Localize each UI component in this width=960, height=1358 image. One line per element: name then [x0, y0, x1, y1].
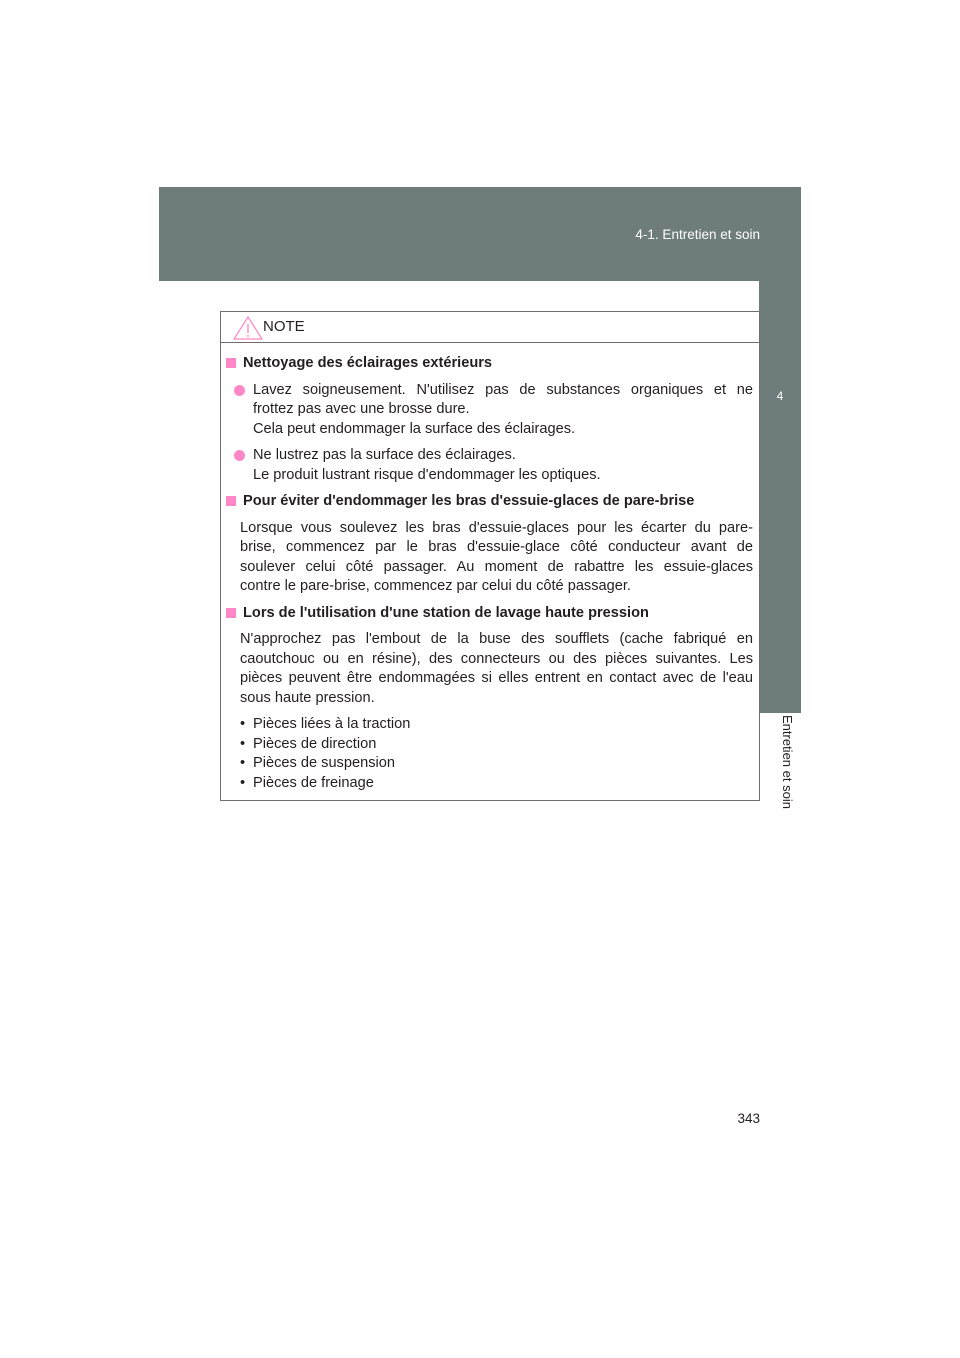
header-band: [159, 187, 801, 281]
paragraph: Lorsque vous soulevez les bras d'essuie-glaces pour les écarter du pare- brise, commencez par le bras d'essuie-glace côté conducteur avant de soulever celui côté passager. Au moment de rabattre les essuie-glaces contre le pare-brise, commencez par celui du côté passager.: [240, 519, 753, 594]
note-title: NOTE: [263, 318, 305, 335]
chapter-label-area: [759, 713, 801, 833]
bullet-item: Ne lustrez pas la surface des éclairages. Le produit lustrant risque d'endommager les optiques.: [225, 446, 753, 485]
section-title: Nettoyage des éclairages extérieurs: [225, 354, 753, 374]
list-item: • Pièces liées à la traction: [240, 715, 753, 735]
note-header: [221, 312, 759, 343]
square-bullet-icon: [226, 496, 236, 506]
paragraph: N'approchez pas l'embout de la buse des soufflets (cache fabriqué en caoutchouc ou en résine), des connecteurs ou des pièces suivantes. Les pièces peuvent être endommagées si elles entrent en contact avec de l'eau sous haute pression.: [240, 631, 753, 706]
bullet-item: Lavez soigneusement. N'utilisez pas de substances organiques et ne frottez pas avec une brosse dure. Cela peut endommager la surface des éclairages.: [225, 381, 753, 440]
circle-bullet-icon: [234, 385, 245, 396]
list-item: • Pièces de direction: [240, 735, 753, 755]
chapter-tab: [759, 281, 801, 713]
square-bullet-icon: [226, 358, 236, 368]
parts-list: [225, 715, 753, 793]
list-item: • Pièces de freinage: [240, 774, 753, 794]
page-number: 343: [737, 1111, 760, 1126]
chapter-label: Entretien et soin: [780, 715, 795, 809]
warning-triangle-icon: [233, 316, 263, 340]
list-item: • Pièces de suspension: [240, 754, 753, 774]
section-title: Pour éviter d'endommager les bras d'essuie-glaces de pare-brise: [225, 492, 753, 512]
circle-bullet-icon: [234, 450, 245, 461]
note-box: [220, 311, 760, 801]
note-body: [221, 343, 759, 793]
section-header: 4-1. Entretien et soin: [635, 227, 760, 242]
chapter-number: 4: [776, 389, 784, 403]
section-title: Lors de l'utilisation d'une station de lavage haute pression: [225, 604, 753, 624]
square-bullet-icon: [226, 608, 236, 618]
